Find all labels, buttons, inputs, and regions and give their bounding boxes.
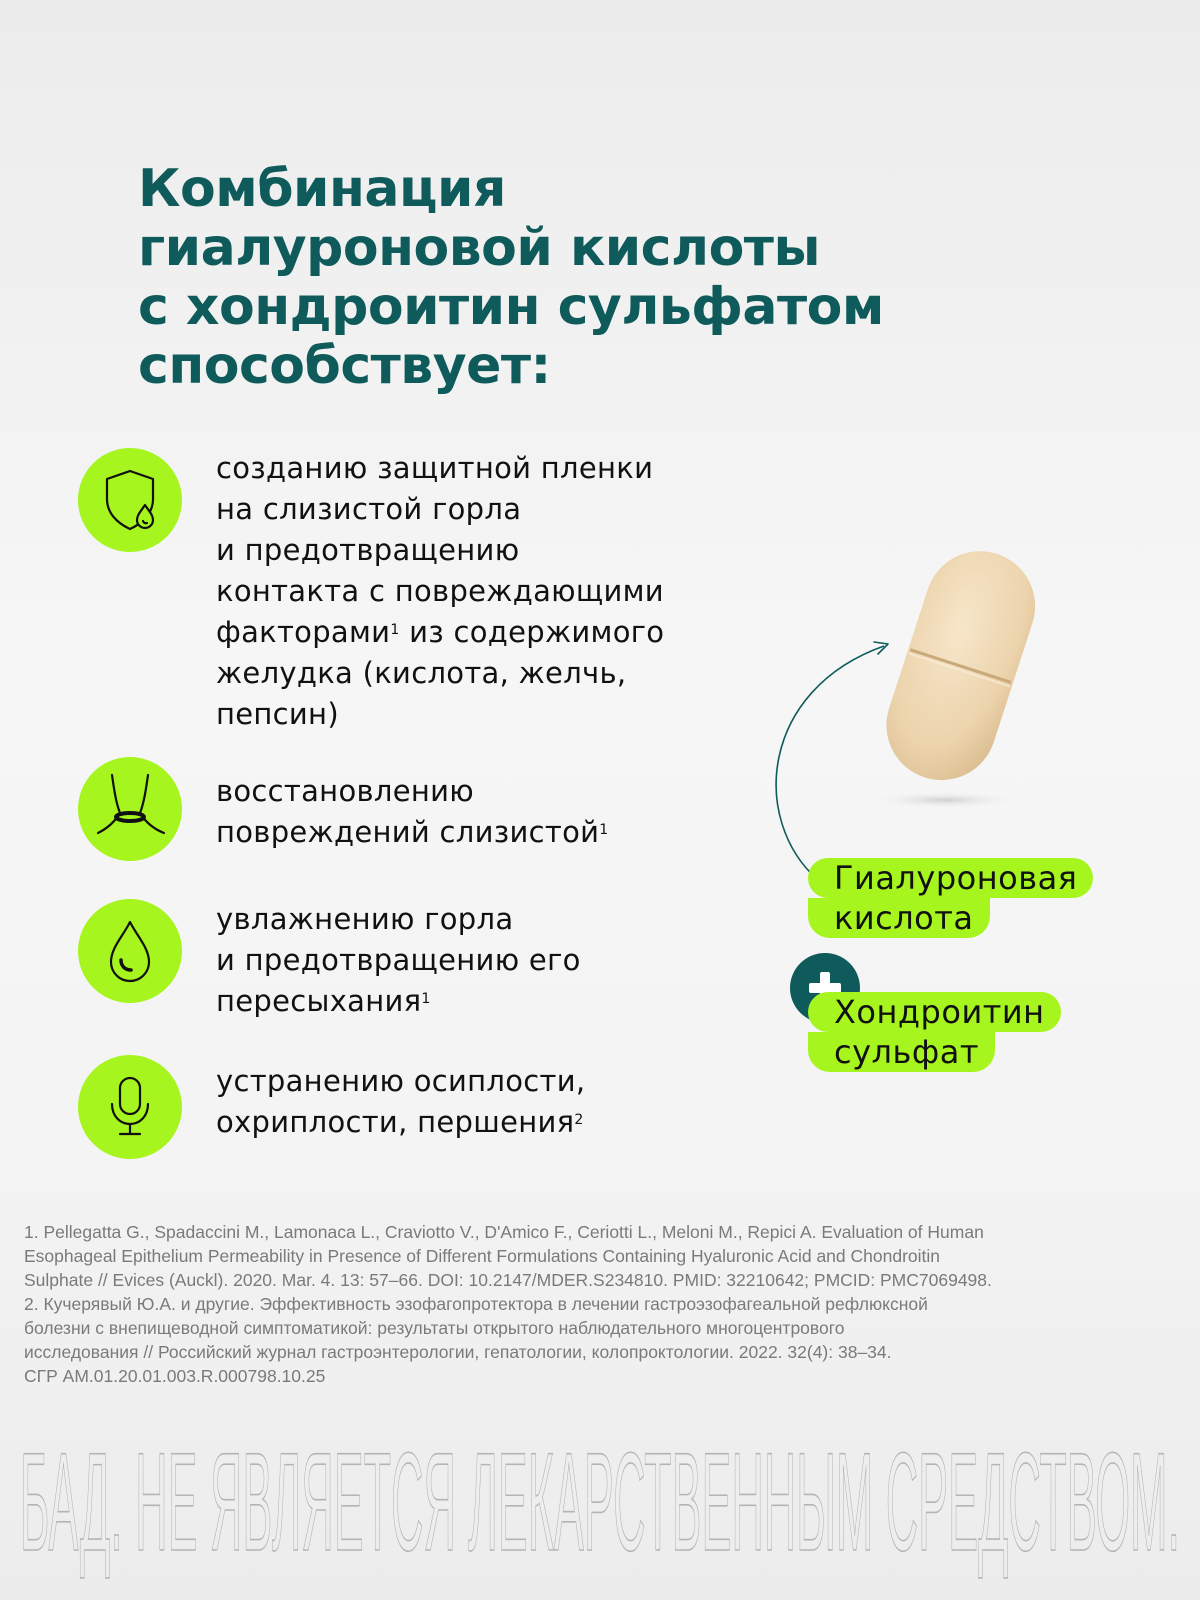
neck-icon [78,757,182,861]
benefit-line-text: факторами [216,615,391,649]
reference-line: 2. Кучерявый Ю.А. и другие. Эффективность эзофагопротектора в лечении гастроэзофагеальной рефлюксной [24,1294,928,1314]
benefit-line: и предотвращению его [216,943,581,977]
drop-icon [78,899,182,1003]
ingredient-tag [808,898,990,938]
benefit-line: созданию защитной пленки [216,451,654,485]
disclaimer-text: БАД. НЕ ЯВЛЯЕТСЯ ЛЕКАРСТВЕННЫМ СРЕДСТВОМ. [20,1423,1180,1580]
reference-line: Esophageal Epithelium Permeability in Presence of Different Formulations Containing Hyaluronic Acid and Chondroitin [24,1246,941,1266]
benefit-line-text: повреждений слизистой [216,815,600,849]
ingredient-line: сульфат [834,1033,979,1071]
benefit-line: устранению осиплости, [216,1064,586,1098]
title-line: с хондроитин сульфатом [138,277,884,337]
benefit-line: на слизистой горла [216,492,522,526]
footnote-mark: 1 [599,822,609,838]
pill-image [860,548,1060,818]
title-line: Комбинация [138,159,506,219]
ingredient-line: кислота [834,899,974,937]
footnote-mark: 1 [390,622,400,638]
microphone-icon [78,1055,182,1159]
footnote-mark: 2 [574,1112,584,1128]
benefit-line: желудка (кислота, желчь, [216,656,627,690]
ingredient-line: Хондроитин [834,993,1045,1031]
title-line: способствует: [138,336,551,396]
benefit-line [216,612,776,653]
title-line: гиалуроновой кислоты [138,218,820,278]
reference-line: болезни с внепищеводной симптоматикой: результаты открытого наблюдательного многоцентрового [24,1318,845,1338]
benefit-line: пепсин) [216,697,339,731]
disclaimer [20,1400,1185,1585]
benefit-line [216,812,776,853]
shield-drop-icon [78,448,182,552]
benefit-text [216,899,776,1022]
reference-line: Sulphate // Evices (Auckl). 2020. Mar. 4. 13: 57–66. DOI: 10.2147/MDER.S234810. PMID: 32210642; PMCID: PMC7069498. [24,1270,992,1290]
ingredient-tag [808,858,1093,898]
reference-line: СГР AM.01.20.01.003.R.000798.10.25 [24,1366,326,1386]
benefit-line [216,1102,776,1143]
ingredient-line: Гиалуроновая [834,859,1078,897]
benefit-line-text: охриплости, першения [216,1105,575,1139]
benefit-text [216,1061,776,1143]
reference-line: исследования // Российский журнал гастроэнтерологии, гепатологии, колопроктологии. 2022. 32(4): 38–34. [24,1342,892,1362]
page-title [138,160,1038,396]
benefit-line: увлажнению горла [216,902,514,936]
benefit-line [216,981,776,1022]
benefit-text [216,448,776,735]
reference-line: 1. Pellegatta G., Spadaccini M., Lamonaca L., Craviotto V., D'Amico F., Ceriotti L., Meloni M., Repici A. Evaluation of Human [24,1222,984,1242]
footnote-mark: 1 [421,991,431,1007]
ingredient-tag [808,1032,995,1072]
benefit-line-tail: из содержимого [399,615,665,649]
benefit-line: и предотвращению [216,533,520,567]
benefit-line: восстановлению [216,774,474,808]
benefit-line-text: пересыхания [216,984,422,1018]
benefit-line: контакта с повреждающими [216,574,664,608]
ingredient-tag [808,992,1061,1032]
benefit-text [216,771,776,853]
references [24,1220,1176,1388]
